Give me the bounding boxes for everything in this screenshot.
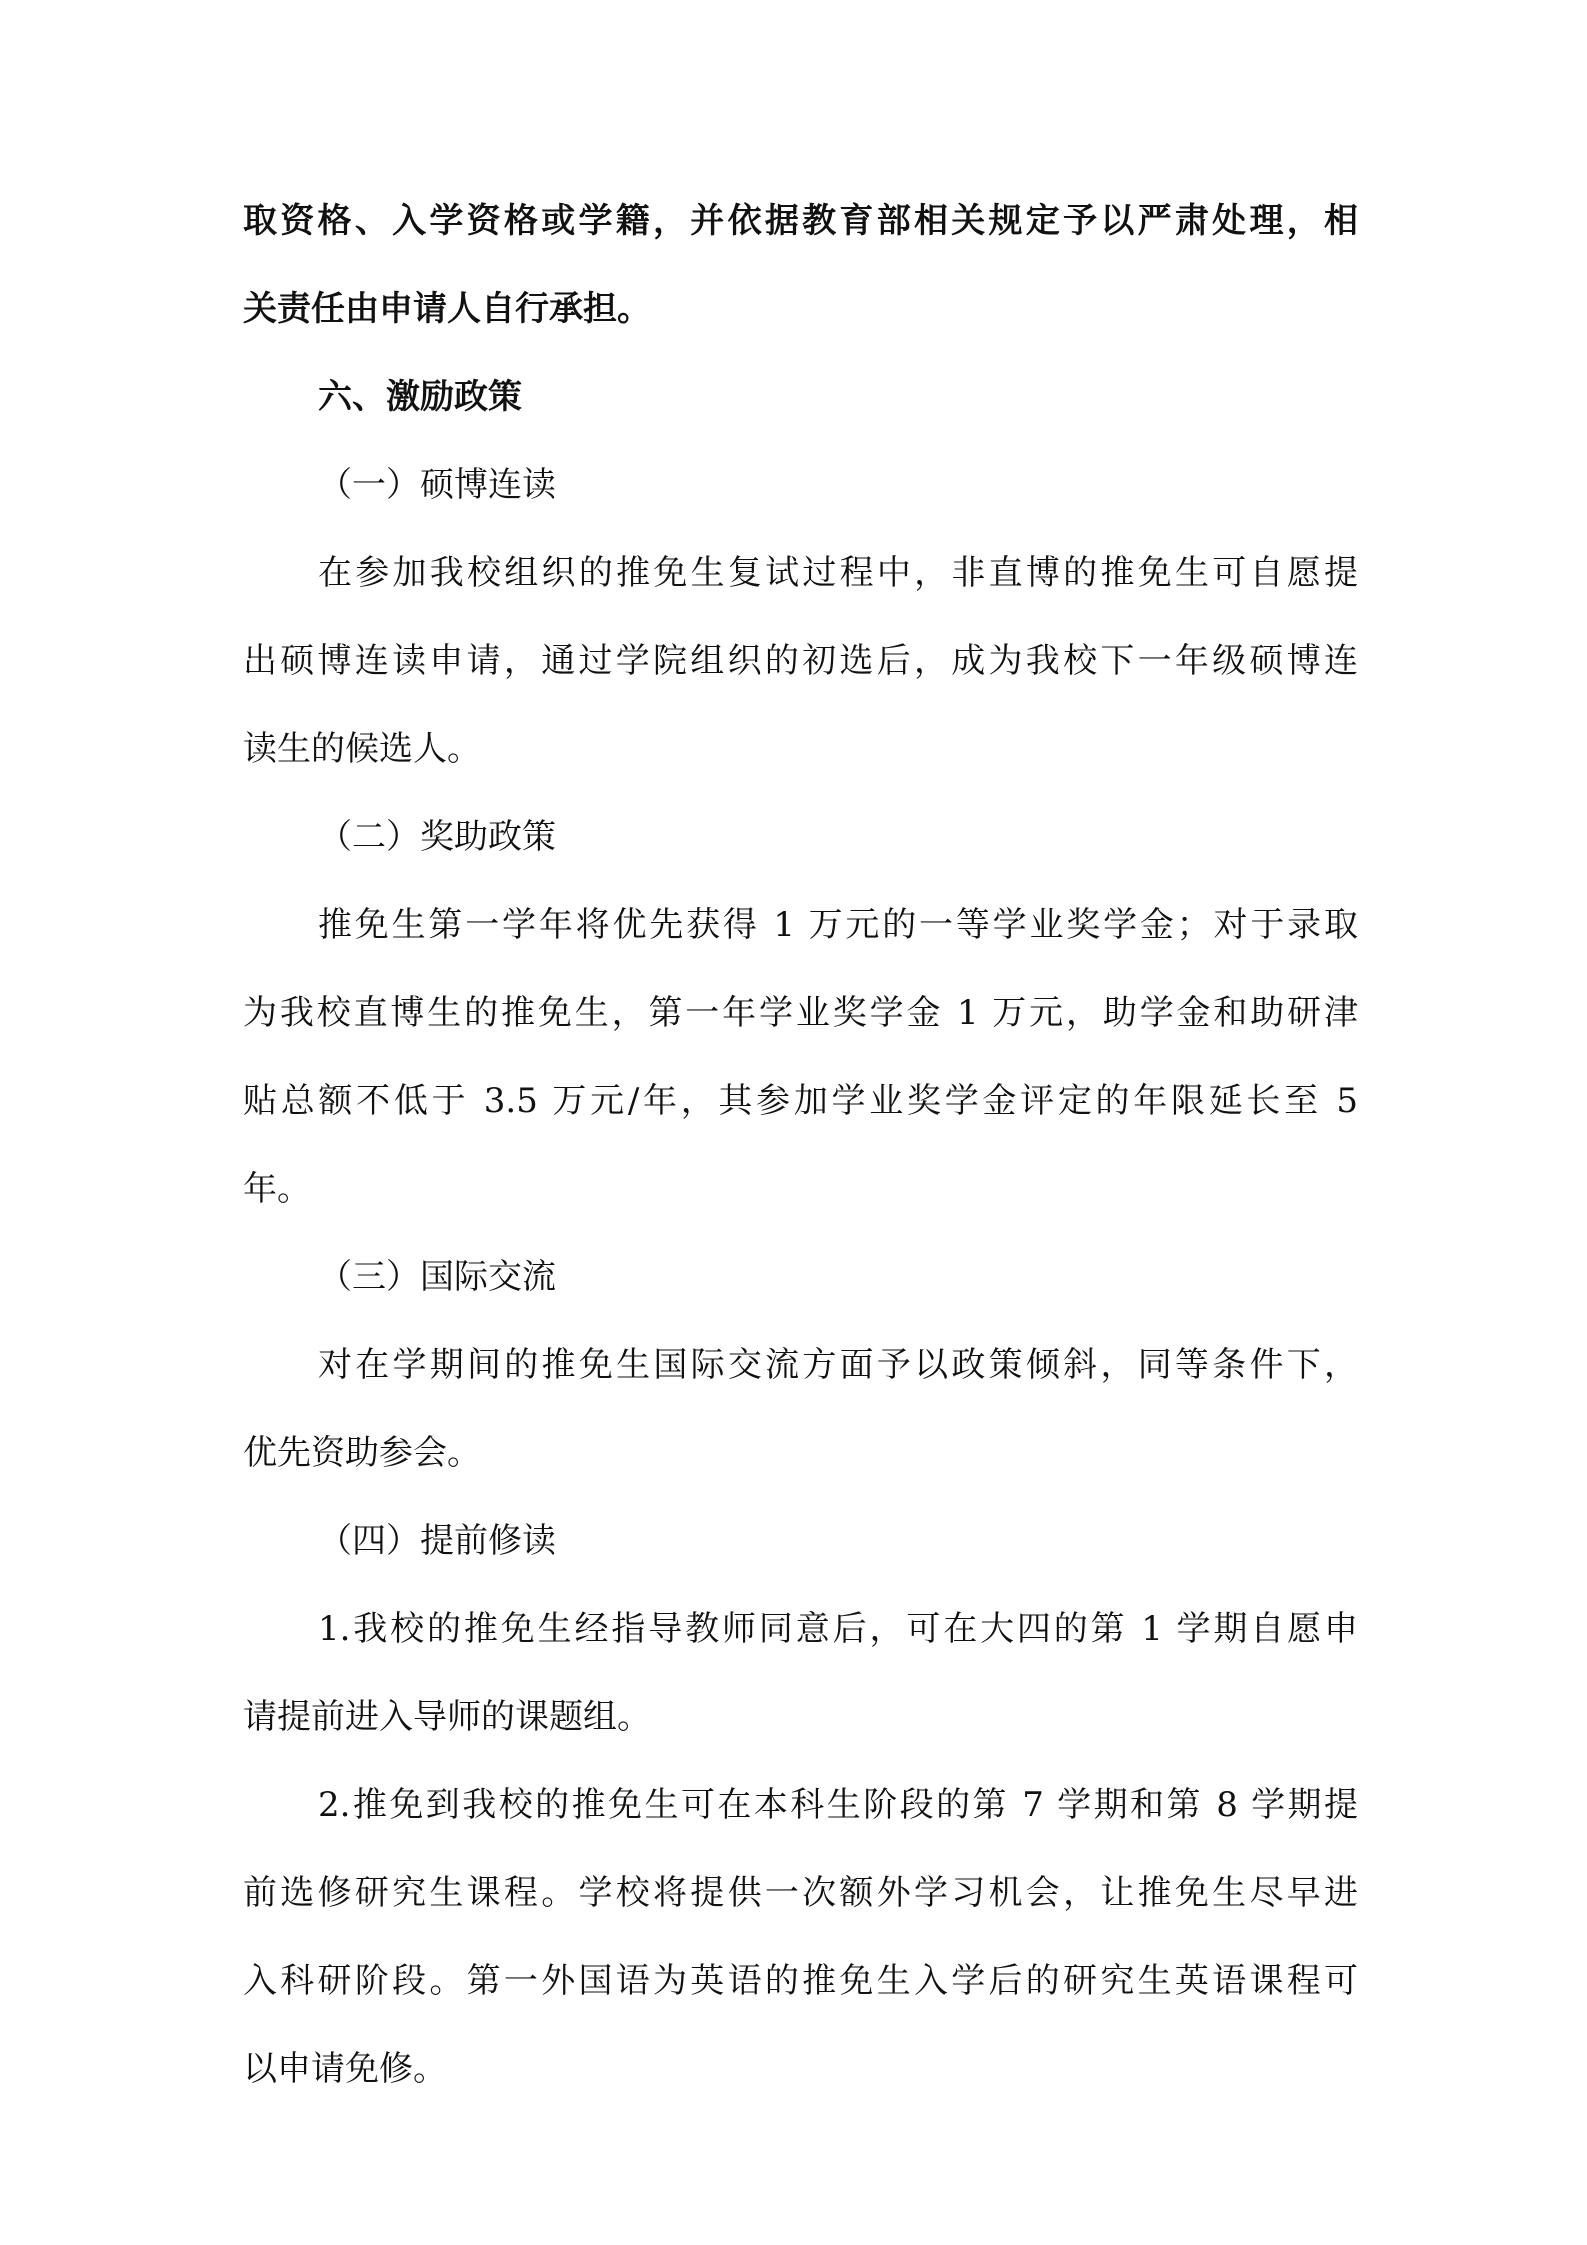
body-line: 读生的候选人。 bbox=[243, 729, 481, 769]
body-line: 关责任由申请人自行承担。 bbox=[243, 289, 651, 329]
body-line: 对在学期间的推免生国际交流方面予以政策倾斜，同等条件下， bbox=[318, 1345, 1358, 1385]
body-line: 优先资助参会。 bbox=[243, 1433, 481, 1473]
body-line: 年。 bbox=[243, 1169, 311, 1209]
subsection-heading: （四）提前修读 bbox=[318, 1521, 556, 1561]
subsection-heading: （三）国际交流 bbox=[318, 1257, 556, 1297]
body-line: 推免生第一学年将优先获得 1 万元的一等学业奖学金；对于录取 bbox=[318, 905, 1358, 945]
body-line: 为我校直博生的推免生，第一年学业奖学金 1 万元，助学金和助研津 bbox=[243, 993, 1358, 1033]
subsection-heading: （一）硕博连读 bbox=[318, 465, 556, 505]
body-line: 2.推免到我校的推免生可在本科生阶段的第 7 学期和第 8 学期提 bbox=[318, 1785, 1358, 1825]
document-page bbox=[243, 196, 1358, 2094]
body-line: 贴总额不低于 3.5 万元/年，其参加学业奖学金评定的年限延长至 5 bbox=[243, 1081, 1358, 1121]
section-heading: 六、激励政策 bbox=[318, 377, 522, 417]
body-line: 出硕博连读申请，通过学院组织的初选后，成为我校下一年级硕博连 bbox=[243, 641, 1358, 681]
body-line: 入科研阶段。第一外国语为英语的推免生入学后的研究生英语课程可 bbox=[243, 1961, 1358, 2001]
body-line: 取资格、入学资格或学籍，并依据教育部相关规定予以严肃处理，相 bbox=[243, 201, 1358, 241]
subsection-heading: （二）奖助政策 bbox=[318, 817, 556, 857]
body-line: 请提前进入导师的课题组。 bbox=[243, 1697, 651, 1737]
body-line: 在参加我校组织的推免生复试过程中，非直博的推免生可自愿提 bbox=[318, 553, 1358, 593]
body-line: 前选修研究生课程。学校将提供一次额外学习机会，让推免生尽早进 bbox=[243, 1873, 1358, 1913]
body-line: 1.我校的推免生经指导教师同意后，可在大四的第 1 学期自愿申 bbox=[318, 1609, 1358, 1649]
body-line: 以申请免修。 bbox=[243, 2049, 447, 2089]
